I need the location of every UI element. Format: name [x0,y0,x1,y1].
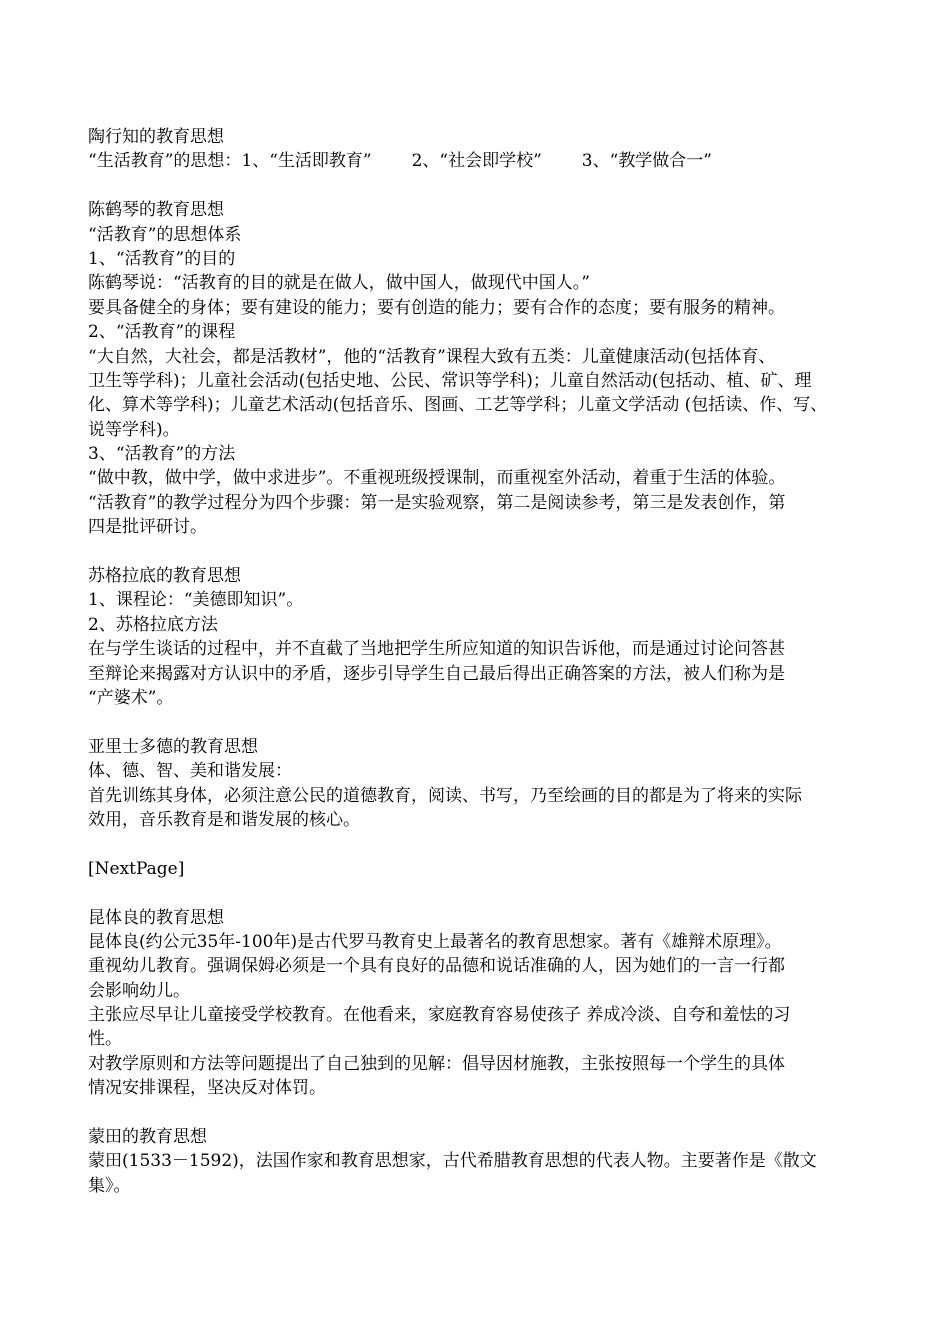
chen-paragraph-1: 陈鹤琴说：“活教育的目的就是在做人，做中国人，做现代中国人。” [88,273,590,294]
section-title-montaigne: 蒙田的教育思想 [88,1127,207,1148]
chen-paragraph-2: 要具备健全的身体；要有建设的能力；要有创造的能力；要有合作的态度；要有服务的精神。 [88,297,785,318]
socrates-paragraph-line-3: “产婆术”。 [88,687,174,708]
chen-paragraph-5-line-2: 四是批评研讨。 [88,517,207,538]
montaigne-paragraph-line-1: 蒙田(1533－1592)，法国作家和教育思想家，古代希腊教育思想的代表人物。主要著作是《散文 [88,1151,817,1172]
tao-point-1: “生活教育”的思想：1、“生活即教育” [88,151,372,172]
next-page-marker: [NextPage] [88,858,185,879]
chen-paragraph-5-line-1: “活教育”的教学过程分为四个步骤：第一是实验观察，第二是阅读参考，第三是发表创作，第 [88,492,786,513]
tao-point-3: 3、“教学做合一” [581,151,712,172]
section-title-tao: 陶行知的教育思想 [88,127,224,147]
chen-paragraph-4: “做中教，做中学，做中求进步”。不重视班级授课制，而重视室外活动，着重于生活的体验。 [88,468,786,489]
quintilian-paragraph-1: 昆体良(约公元35年-100年)是古代罗马教育史上最著名的教育思想家。著有《雄辩术原理》。 [88,931,782,952]
quintilian-paragraph-3-line-2: 性。 [88,1029,122,1050]
socrates-paragraph-line-1: 在与学生谈话的过程中，并不直截了当地把学生所应知道的知识告诉他，而是通过讨论问答甚 [88,639,785,660]
chen-paragraph-3-line-3: 化、算术等学科)；儿童艺术活动(包括音乐、图画、工艺等学科；儿童文学活动 (包括读、作、写、 [88,395,828,416]
chen-heading-1: 1、“活教育”的目的 [88,248,236,269]
socrates-heading-2: 2、苏格拉底方法 [88,614,218,635]
aristotle-paragraph-line-2: 效用，音乐教育是和谐发展的核心。 [88,809,360,830]
chen-heading-3: 3、“活教育”的方法 [88,444,236,465]
socrates-paragraph-line-2: 至辩论来揭露对方认识中的矛盾，逐步引导学生自己最后得出正确答案的方法，被人们称为是 [88,663,785,684]
chen-paragraph-3-line-4: 说等学科)。 [88,419,180,440]
aristotle-heading-1: 体、德、智、美和谐发展： [88,761,292,782]
section-title-aristotle: 亚里士多德的教育思想 [88,736,258,757]
quintilian-paragraph-2-line-1: 重视幼儿教育。强调保姆必须是一个具有良好的品德和说话准确的人，因为她们的一言一行都 [88,956,785,977]
tao-life-education-line [88,149,878,173]
quintilian-paragraph-3-line-1: 主张应尽早让儿童接受学校教育。在他看来，家庭教育容易使孩子 养成冷淡、自夸和羞怯的习 [88,1005,791,1026]
section-title-socrates: 苏格拉底的教育思想 [88,566,241,587]
quintilian-paragraph-4-line-2: 情况安排课程，坚决反对体罚。 [88,1078,326,1099]
aristotle-paragraph-line-1: 首先训练其身体，必须注意公民的道德教育，阅读、书写，乃至绘画的目的都是为了将来的实际 [88,785,802,806]
socrates-heading-1: 1、课程论：“美德即知识”。 [88,590,304,611]
montaigne-paragraph-line-2: 集》。 [88,1175,131,1196]
chen-heading-2: 2、“活教育”的课程 [88,322,236,343]
section-title-quintilian: 昆体良的教育思想 [88,907,224,928]
chen-system: “活教育”的思想体系 [88,224,242,245]
quintilian-paragraph-2-line-2: 会影响幼儿。 [88,980,190,1001]
quintilian-paragraph-4-line-1: 对教学原则和方法等问题提出了自己独到的见解：倡导因材施教，主张按照每一个学生的具体 [88,1053,785,1074]
tao-point-2: 2、“社会即学校” [411,151,542,172]
section-title-chen: 陈鹤琴的教育思想 [88,200,224,221]
chen-paragraph-3-line-1: “大自然，大社会，都是活教材”，他的“活教育”课程大致有五类：儿童健康活动(包括体育、 [88,346,776,367]
chen-paragraph-3-line-2: 卫生等学科)；儿童社会活动(包括史地、公民、常识等学科)；儿童自然活动(包括动、植、矿、理 [88,370,812,391]
document-body [88,125,878,1198]
